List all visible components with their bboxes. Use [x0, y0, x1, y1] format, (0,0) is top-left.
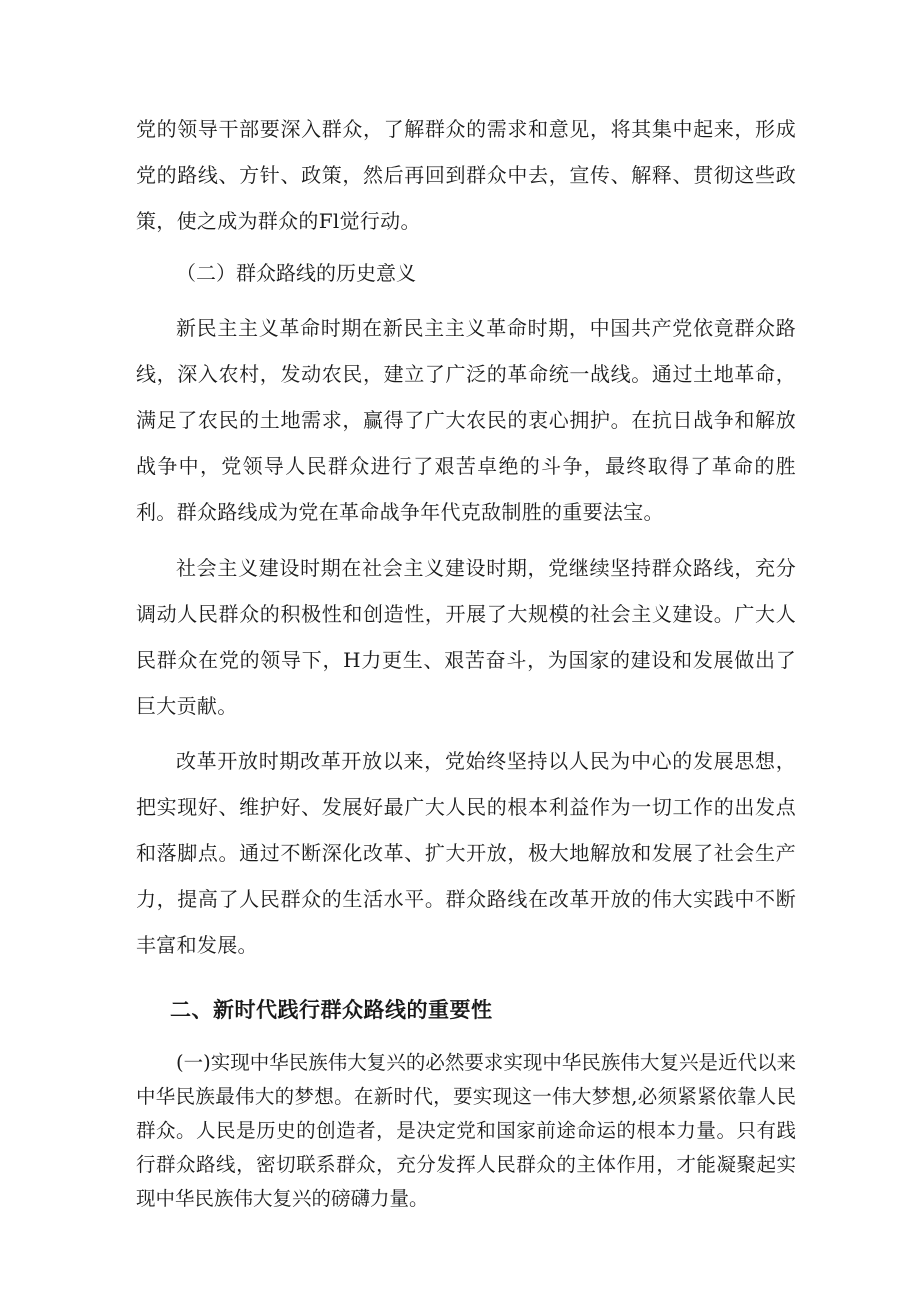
- paragraph-reform-opening: 改革开放时期改革开放以来，党始终坚持以人民为中心的发展思想，把实现好、维护好、发展好最广大人民的根本利益作为一切工作的出发点和落脚点。通过不断深化改革、扩大开放，极大地解放和发展了社会生产力，提高了人民群众的生活水平。群众路线在改革开放的伟大实践中不断丰富和发展。: [136, 749, 796, 957]
- subheading-historical-significance: （二）群众路线的历史意义: [176, 261, 416, 285]
- paragraph-new-democratic-revolution: 新民主主义革命时期在新民主主义革命时期，中国共产党依竟群众路线，深入农村，发动农民，建立了广泛的革命统一战线。通过土地革命，满足了农民的土地需求，赢得了广大农民的衷心拥护。在抗日战争和解放战争中，党领导人民群众进行了艰苦卓绝的斗争，最终取得了革命的胜利。群众路线成为党在革命战争年代克敌制胜的重要法宝。: [136, 316, 796, 524]
- paragraph-national-rejuvenation: (一)实现中华民族伟大复兴的必然要求实现中华民族伟大复兴是近代以来中华民族最伟大的梦想。在新时代，要实现这一伟大梦想,必须紧紧依靠人民群众。人民是历史的创造者，是决定党和国家前途命运的根本力量。只有践行群众路线，密切联系群众，充分发挥人民群众的主体作用，才能凝聚起实现中华民族伟大复兴的磅礴力量。: [136, 1051, 796, 1210]
- paragraph-socialist-construction: 社会主义建设时期在社会主义建设时期，党继续坚持群众路线，充分调动人民群众的积极性和创造性，开展了大规模的社会主义建设。广大人民群众在党的领导下，H力更生、艰苦奋斗，为国家的建设和发展做出了巨大贡献。: [136, 556, 796, 718]
- section-heading-new-era: 二、新时代践行群众路线的重要性: [170, 998, 493, 1022]
- paragraph-leadership-mass-line: 党的领导干部要深入群众，了解群众的需求和意见，将其集中起来，形成党的路线、方针、政策，然后再回到群众中去，宣传、解释、贯彻这些政策，使之成为群众的Fl觉行动。: [136, 117, 796, 233]
